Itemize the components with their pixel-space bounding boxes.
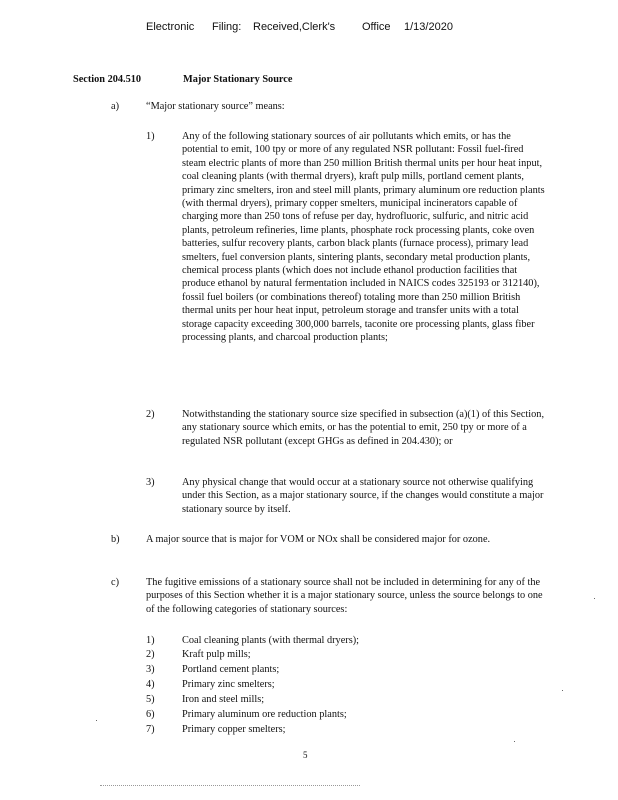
scan-speck bbox=[514, 741, 515, 742]
subsection-b-label: b) bbox=[111, 534, 120, 545]
category-text-1: Coal cleaning plants (with thermal dryers); bbox=[182, 635, 359, 646]
category-label-6: 6) bbox=[146, 709, 155, 720]
category-label-7: 7) bbox=[146, 724, 155, 735]
subsection-c-text: The fugitive emissions of a stationary source shall not be included in determining for any of the purposes of this Section whether it is a major stationary source, unless the source belongs to one of the following categories of stationary sources: bbox=[146, 577, 543, 615]
subsection-a-text: “Major stationary source” means: bbox=[146, 101, 285, 112]
section-number: Section 204.510 bbox=[73, 74, 142, 85]
subsection-a-label: a) bbox=[111, 101, 119, 112]
category-text-4: Primary zinc smelters; bbox=[182, 679, 275, 690]
header-received: Received,Clerk's bbox=[253, 21, 336, 33]
subsection-b-text: A major source that is major for VOM or NOx shall be considered major for ozone. bbox=[146, 534, 491, 545]
category-label-5: 5) bbox=[146, 694, 155, 705]
category-text-5: Iron and steel mills; bbox=[182, 694, 265, 705]
scan-artifact-line bbox=[100, 785, 360, 787]
category-text-7: Primary copper smelters; bbox=[182, 724, 286, 735]
item-a3-label: 3) bbox=[146, 477, 155, 488]
scan-speck bbox=[96, 720, 97, 721]
header-office: Office bbox=[362, 21, 391, 33]
category-label-1: 1) bbox=[146, 635, 155, 646]
item-a2-label: 2) bbox=[146, 409, 155, 420]
item-a3-text: Any physical change that would occur at a stationary source not otherwise qualifying under this Section, as a major stationary source, if the changes would constitute a major stationary source by itself. bbox=[182, 477, 544, 515]
item-a2-text: Notwithstanding the stationary source size specified in subsection (a)(1) of this Section, any stationary source which emits, or has the potential to emit, 250 tpy or more of a regulated NSR pollutant (except GHGs as defined in 204.430); or bbox=[182, 409, 545, 447]
category-label-4: 4) bbox=[146, 679, 155, 690]
category-text-2: Kraft pulp mills; bbox=[182, 649, 251, 660]
header-date: 1/13/2020 bbox=[404, 21, 453, 33]
category-label-3: 3) bbox=[146, 664, 155, 675]
scan-speck bbox=[594, 598, 595, 599]
header-filing: Filing: bbox=[212, 21, 242, 33]
item-a1-text: Any of the following stationary sources of air pollutants which emits, or has the potential to emit, 100 tpy or more of any regulated NSR pollutant: Fossil fuel-fired steam electric plants of more than 250 million British thermal units per hour heat input, coal cleaning plants (with thermal dryers), kraft pulp mills, portland cement plants, primary zinc smelters, iron and steel mill plants, primary aluminum ore reduction plants (with thermal dryers), primary copper smelters, municipal incinerators capable of charging more than 250 tons of refuse per day, hydrofluoric, sulfuric, and nitric acid plants, petroleum refineries, lime plants, phosphate rock processing plants, coke oven batteries, sulfur recovery plants, carbon black plants (furnace process), primary lead smelters, fuel conversion plants, sintering plants, secondary metal production plants, chemical process plants (which does not include ethanol production facilities that produce ethanol by natural fermentation included in NAICS codes 325193 or 312140), fossil fuel boilers (or combinations thereof) totaling more than 250 million British thermal units per hour heat input, petroleum storage and transfer units with a total storage capacity exceeding 300,000 barrels, taconite ore processing plants, glass fiber processing plants, and charcoal production plants; bbox=[182, 131, 545, 344]
page-number: 5 bbox=[303, 750, 308, 760]
category-text-3: Portland cement plants; bbox=[182, 664, 280, 675]
category-text-6: Primary aluminum ore reduction plants; bbox=[182, 709, 347, 720]
subsection-c-label: c) bbox=[111, 577, 119, 588]
category-label-2: 2) bbox=[146, 649, 155, 660]
header-electronic: Electronic bbox=[146, 21, 195, 33]
item-a1-label: 1) bbox=[146, 131, 155, 142]
section-title: Major Stationary Source bbox=[183, 74, 293, 85]
scan-speck bbox=[562, 690, 563, 691]
